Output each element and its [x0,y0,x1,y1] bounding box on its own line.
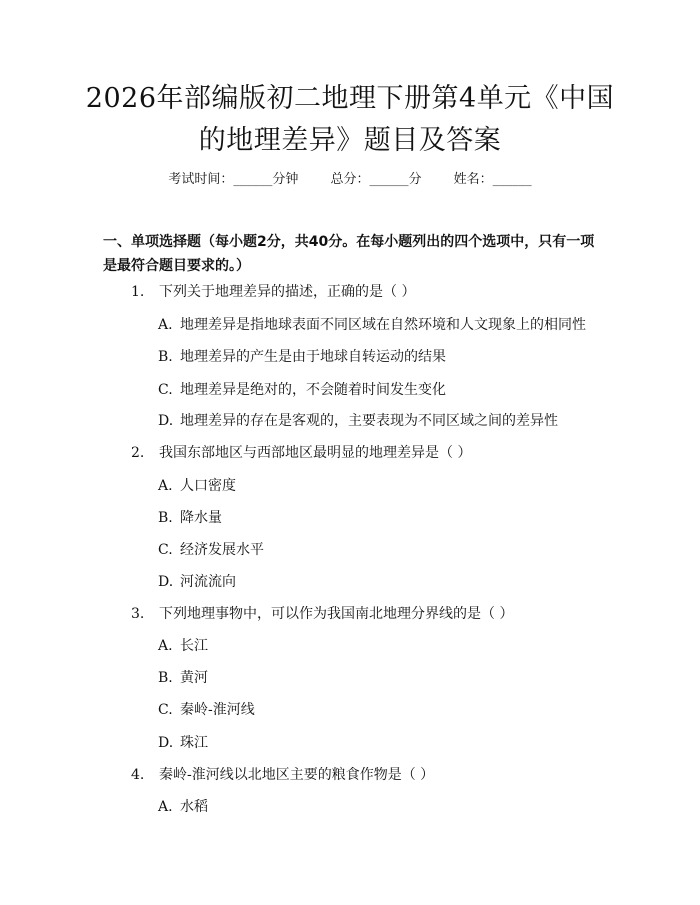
question-number: 4. [131,767,145,783]
title-line-2: 的地理差异》题目及答案 [198,125,502,156]
option-4a [158,797,208,817]
option-text: 珠江 [180,735,208,751]
option-letter: D. [158,413,174,429]
option-2b [158,508,222,528]
option-text: 长江 [180,638,208,654]
total-score-field: 总分：______分 [330,172,422,187]
option-3d [158,733,208,753]
option-letter: B. [158,670,173,686]
option-text: 河流流向 [180,574,236,590]
option-text: 秦岭-淮河线 [180,702,255,718]
option-1a [158,315,586,335]
option-text: 地理差异的产生是由于地球自转运动的结果 [180,349,446,365]
option-letter: A. [158,799,173,815]
student-name-field: 姓名：______ [453,172,532,187]
option-letter: D. [158,735,174,751]
option-1c [158,380,446,400]
option-letter: A. [158,317,173,333]
option-2a [158,476,236,496]
question-stem: 下列地理事物中，可以作为我国南北地理分界线的是（ ） [159,606,514,622]
option-1d [158,411,558,431]
option-letter: C. [158,542,173,558]
exam-info [0,168,700,187]
option-letter: C. [158,702,173,718]
option-text: 人口密度 [180,478,236,494]
section-heading: 一、单项选择题（每小题2分，共40分。在每小题列出的四个选项中，只有一项是最符合题目要求的。） [103,234,595,274]
option-3b [158,668,208,688]
option-letter: B. [158,349,173,365]
question-number: 2. [131,445,145,461]
option-text: 地理差异的存在是客观的，主要表现为不同区域之间的差异性 [180,413,558,429]
exam-time-field: 考试时间：______分钟 [168,172,299,187]
option-text: 地理差异是绝对的，不会随着时间发生变化 [180,382,446,398]
question-number: 3. [131,606,145,622]
option-letter: C. [158,382,173,398]
option-letter: D. [158,574,174,590]
option-1b [158,347,446,367]
question-stem: 秦岭-淮河线以北地区主要的粮食作物是（ ） [159,767,435,783]
question-stem: 我国东部地区与西部地区最明显的地理差异是（ ） [159,445,472,461]
option-letter: A. [158,638,173,654]
question-number: 1. [131,284,145,300]
option-2d [158,572,236,592]
option-text: 地理差异是指地球表面不同区域在自然环境和人文现象上的相同性 [180,317,586,333]
option-text: 经济发展水平 [180,542,264,558]
option-letter: A. [158,478,173,494]
option-text: 降水量 [180,510,222,526]
option-3a [158,636,208,656]
option-text: 水稻 [180,799,208,815]
question-stem: 下列关于地理差异的描述，正确的是（ ） [159,284,416,300]
option-3c [158,700,255,720]
option-text: 黄河 [180,670,208,686]
title-line-1: 2026年部编版初二地理下册第4单元《中国 [85,83,615,114]
document-title [60,78,640,162]
option-2c [158,540,264,560]
option-letter: B. [158,510,173,526]
